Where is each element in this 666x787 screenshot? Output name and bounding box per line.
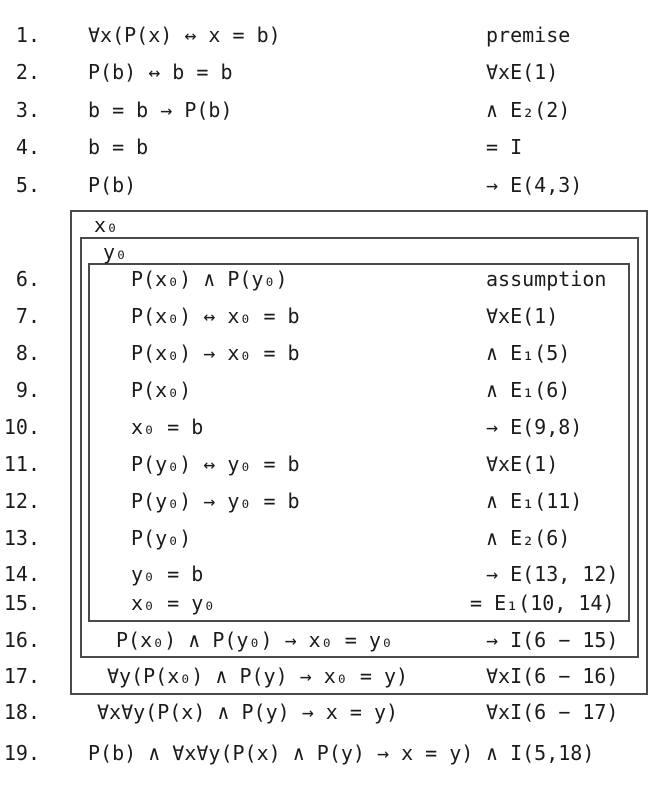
line-number: 19. (3, 741, 40, 765)
line-number: 17. (3, 664, 40, 688)
formula: P(b) ∧ ∀x∀y(P(x) ∧ P(y) → x = y) (88, 741, 474, 765)
justification: ∧ E₁(11) (486, 489, 583, 513)
line-number: 6. (15, 267, 40, 291)
proof-line-8 (0, 340, 666, 366)
box-variable-y0: y₀ (103, 240, 128, 264)
line-number: 8. (15, 341, 40, 365)
justification: = E₁(10, 14) (470, 591, 615, 615)
proof-line-12 (0, 488, 666, 514)
proof-line-5 (0, 172, 666, 198)
proof-line-2 (0, 59, 666, 85)
line-number: 14. (3, 562, 40, 586)
formula: P(y₀) → y₀ = b (131, 489, 300, 513)
proof-line-3 (0, 97, 666, 123)
justification: assumption (486, 267, 607, 291)
line-number: 7. (15, 304, 40, 328)
formula: P(b) (88, 173, 137, 197)
formula: b = b → P(b) (88, 98, 233, 122)
proof-line-17 (0, 663, 666, 689)
proof-line-1 (0, 22, 666, 48)
proof-line-19 (0, 740, 666, 766)
proof-line-18 (0, 699, 666, 725)
box-variable-x0: x₀ (94, 213, 119, 237)
line-number: 1. (15, 23, 40, 47)
formula: P(b) ↔ b = b (88, 60, 233, 84)
justification: ∧ E₁(5) (486, 341, 571, 365)
line-number: 4. (15, 135, 40, 159)
formula: P(y₀) ↔ y₀ = b (131, 452, 300, 476)
justification: → E(4,3) (486, 173, 583, 197)
formula: x₀ = b (131, 415, 204, 439)
justification: ∀xI(6 − 17) (486, 700, 619, 724)
line-number: 3. (15, 98, 40, 122)
justification: ∧ E₂(2) (486, 98, 571, 122)
justification: ∀xI(6 − 16) (486, 664, 619, 688)
justification: ∀xE(1) (486, 60, 559, 84)
formula: P(x₀) ∧ P(y₀) (131, 267, 288, 291)
formula: y₀ = b (131, 562, 204, 586)
justification: ∧ E₁(6) (486, 378, 571, 402)
formula: P(x₀) (131, 378, 192, 402)
justification: → E(13, 12) (486, 562, 619, 586)
proof-line-16 (0, 627, 666, 653)
formula: P(y₀) (131, 526, 192, 550)
justification: ∧ E₂(6) (486, 526, 571, 550)
proof-line-13 (0, 525, 666, 551)
line-number: 10. (3, 415, 40, 439)
line-number: 9. (15, 378, 40, 402)
line-number: 12. (3, 489, 40, 513)
justification: ∀xE(1) (486, 304, 559, 328)
justification: → E(9,8) (486, 415, 583, 439)
formula: P(x₀) ∧ P(y₀) → x₀ = y₀ (116, 628, 393, 652)
justification: → I(6 − 15) (486, 628, 619, 652)
proof-line-6 (0, 266, 666, 292)
line-number: 13. (3, 526, 40, 550)
line-number: 5. (15, 173, 40, 197)
proof-line-11 (0, 451, 666, 477)
proof-line-10 (0, 414, 666, 440)
line-number: 16. (3, 628, 40, 652)
proof-line-15 (0, 590, 666, 616)
formula: P(x₀) → x₀ = b (131, 341, 300, 365)
proof-line-7 (0, 303, 666, 329)
proof-line-14 (0, 561, 666, 587)
justification: ∧ I(5,18) (486, 741, 595, 765)
formula: x₀ = y₀ (131, 591, 216, 615)
formula: ∀y(P(x₀) ∧ P(y) → x₀ = y) (107, 664, 409, 688)
formula: ∀x(P(x) ↔ x = b) (88, 23, 281, 47)
formula: P(x₀) ↔ x₀ = b (131, 304, 300, 328)
justification: = I (486, 135, 523, 159)
justification: premise (486, 23, 571, 47)
proof-line-9 (0, 377, 666, 403)
formula: b = b (88, 135, 149, 159)
line-number: 11. (3, 452, 40, 476)
line-number: 2. (15, 60, 40, 84)
justification: ∀xE(1) (486, 452, 559, 476)
line-number: 15. (3, 591, 40, 615)
formula: ∀x∀y(P(x) ∧ P(y) → x = y) (97, 700, 399, 724)
line-number: 18. (3, 700, 40, 724)
proof-line-4 (0, 134, 666, 160)
